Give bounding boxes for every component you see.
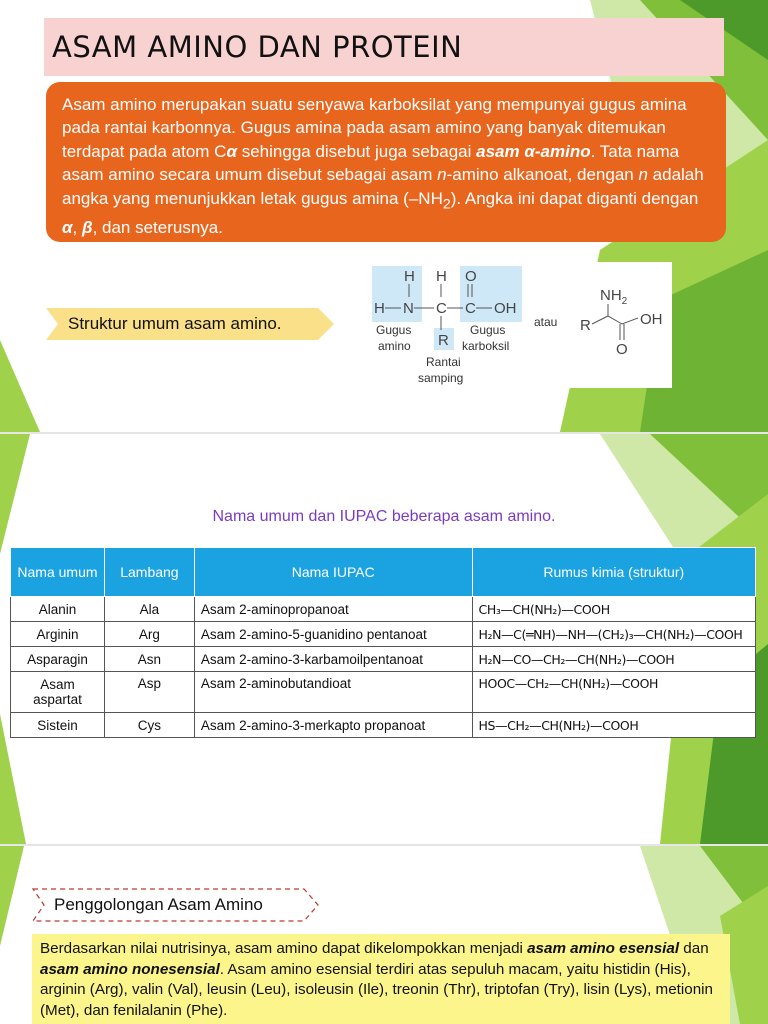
atom-h: H: [404, 268, 415, 285]
label-rantai-samping: Rantai: [426, 355, 461, 369]
cell-nama: Sistein: [11, 713, 105, 738]
intro-text: ). Angka ini dapat diganti dengan: [450, 188, 699, 208]
cell-rumus: HS—CH₂—CH(NH₂)—COOH: [472, 713, 755, 738]
alt-o: O: [616, 341, 628, 358]
cell-nama: Asparagin: [11, 647, 105, 672]
term-esensial: asam amino esensial: [527, 940, 680, 957]
amino-acid-structure-figure: [370, 262, 672, 388]
table-row: [11, 713, 756, 738]
intro-paragraph: [46, 82, 726, 242]
intro-n: n: [437, 165, 447, 185]
slide-1: [0, 0, 768, 432]
cell-lambang: Asn: [104, 647, 194, 672]
cell-lambang: Ala: [104, 597, 194, 622]
header-nama-umum: Nama umum: [11, 548, 105, 597]
cell-lambang: Cys: [104, 713, 194, 738]
label-gugus-karboksil: karboksil: [462, 339, 510, 353]
term-nonesensial: asam amino nonesensial: [40, 960, 220, 978]
cell-nama: Arginin: [11, 622, 105, 647]
section-label-text: Penggolongan Asam Amino: [54, 895, 263, 914]
cell-lambang: Asp: [104, 672, 194, 713]
cell-iupac: Asam 2-aminopropanoat: [194, 597, 472, 622]
atom-c: C: [436, 300, 447, 317]
atom-h: H: [436, 268, 447, 285]
label-atau: atau: [534, 315, 558, 329]
table-row: [11, 672, 756, 713]
atom-c: C: [465, 300, 476, 317]
atom-r: R: [438, 332, 449, 349]
label-gugus-amino: Gugus: [376, 323, 412, 337]
structure-diagram: [370, 262, 672, 388]
cell-nama: Alanin: [11, 597, 105, 622]
intro-text: -amino alkanoat, dengan: [446, 165, 639, 185]
structure-label: [46, 308, 330, 340]
table-header-row: [11, 548, 756, 597]
amino-acid-table: [10, 547, 756, 738]
intro-text: adalah angka yang menunjukkan letak gugus amina (–NH: [62, 165, 704, 208]
table-row: [11, 622, 756, 647]
table-caption: Nama umum dan IUPAC beberapa asam amino.: [212, 508, 556, 525]
section-label: [32, 888, 314, 922]
intro-beta: β: [82, 218, 93, 238]
title-bar: [44, 18, 724, 76]
atom-h: H: [374, 300, 385, 317]
intro-text: , dan seterusnya.: [92, 218, 223, 238]
intro-text: ,: [72, 218, 82, 238]
para-text: . Asam amino esensial terdiri atas sepuluh macam, yaitu histidin (His), arginin (Arg), valin (Val), leusin (Leu), isoleusin (Ile), treonin (Thr), triptofan (Try), lisin (Lys), metionin (Met), dan fenilalanin (Phe).: [40, 960, 713, 1019]
atom-n: N: [403, 300, 414, 317]
cell-iupac: Asam 2-amino-3-merkapto propanoat: [194, 713, 472, 738]
cell-lambang: Arg: [104, 622, 194, 647]
intro-term-alpha-amino: asam α-amino: [476, 141, 591, 161]
alt-oh: OH: [640, 311, 663, 328]
intro-alpha: α: [62, 218, 73, 238]
intro-text: . Tata nama asam amino secara umum disebut sebagai asam: [62, 141, 680, 185]
cell-nama: Asam aspartat: [11, 672, 105, 713]
label-gugus-karboksil: Gugus: [470, 323, 506, 337]
label-gugus-amino: amino: [378, 339, 411, 353]
header-lambang: Lambang: [104, 548, 194, 597]
para-text: Berdasarkan nilai nutrisinya, asam amino dapat dikelompokkan menjadi: [40, 940, 528, 957]
cell-rumus: H₂N—C(═NH)—NH—(CH₂)₃—CH(NH₂)—COOH: [472, 622, 755, 647]
intro-n: n: [638, 165, 648, 185]
intro-subscript: 2: [442, 196, 451, 213]
cell-rumus: H₂N—CO—CH₂—CH(NH₂)—COOH: [472, 647, 755, 672]
table-row: [11, 647, 756, 672]
intro-text: sehingga disebut juga sebagai: [237, 141, 477, 161]
atom-o: O: [465, 268, 477, 285]
page-title: ASAM AMINO DAN PROTEIN: [52, 30, 463, 64]
para-text: dan: [679, 940, 709, 957]
cell-iupac: Asam 2-amino-5-guanidino pentanoat: [194, 622, 472, 647]
alt-nh2: $NH_2$: [600, 287, 628, 307]
atom-oh: OH: [494, 300, 517, 317]
structure-label-text: Struktur umum asam amino.: [68, 314, 282, 333]
classification-paragraph: [32, 934, 730, 1024]
alt-r: R: [580, 317, 591, 334]
intro-text: Asam amino merupakan suatu senyawa karboksilat yang mempunyai gugus amina pada rantai karbonnya. Gugus amina pada asam amino yang banyak ditemukan terdapat pada atom C: [62, 95, 687, 161]
intro-alpha: α: [226, 141, 237, 161]
cell-iupac: Asam 2-amino-3-karbamoilpentanoat: [194, 647, 472, 672]
table-row: [11, 597, 756, 622]
header-rumus-kimia: Rumus kimia (struktur): [472, 548, 755, 597]
header-nama-iupac: Nama IUPAC: [194, 548, 472, 597]
label-rantai-samping: samping: [418, 371, 464, 385]
cell-rumus: CH₃—CH(NH₂)—COOH: [472, 597, 755, 622]
cell-iupac: Asam 2-aminobutandioat: [194, 672, 472, 713]
slide-2: [0, 434, 768, 844]
cell-rumus: HOOC—CH₂—CH(NH₂)—COOH: [472, 672, 755, 713]
slide-3: [0, 846, 768, 1024]
